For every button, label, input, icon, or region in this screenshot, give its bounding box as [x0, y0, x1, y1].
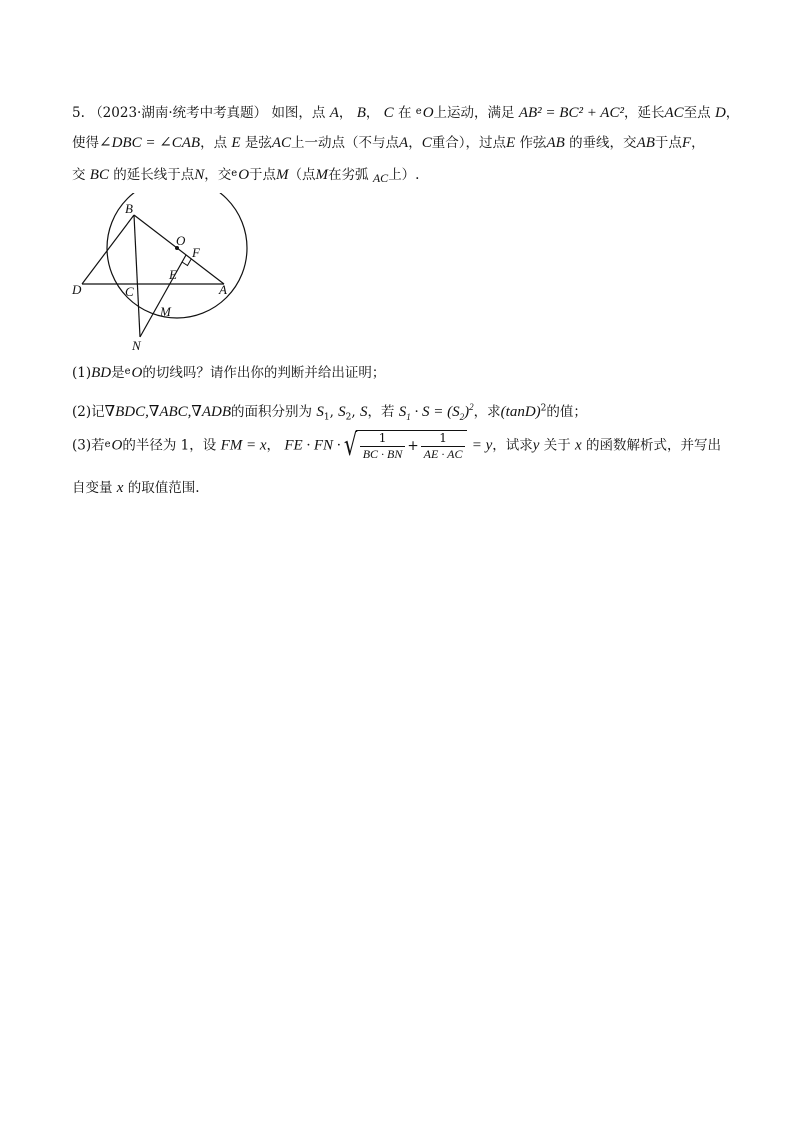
arc-ac: AC [372, 171, 389, 185]
condition-s1s: $S_1 \cdot S = (S_2)^2$ [398, 402, 474, 422]
line-fn [140, 255, 186, 337]
label-d: D [72, 282, 82, 297]
fraction-2: $\frac{1}{AE \cdot AC}$ [421, 431, 466, 462]
equation-pythag: AB² = BC² + AC² [518, 105, 624, 121]
question-2: (2)记∇BDC,∇ABC,∇ADB的面积分别为 $S_1$, $S_2$, S，若 $S_1 \cdot S = (S_2)^2$，求$(\tan D)^2$的值； [72, 402, 587, 423]
label-e: E [169, 267, 177, 282]
problem-line-2: 使得∠DBC = ∠CAB，点 E 是弦AC上一动点（不与点A，C重合），过点E 作弦AB 的垂线，交AB于点F， [72, 135, 705, 151]
label-b: B [125, 201, 133, 216]
geometry-figure [68, 193, 258, 353]
sqrt-sign: √ [343, 428, 357, 463]
problem-line-3: 交 BC 的延长线于点N，交$^e$O于点M（点M在劣弧 AC上）. [72, 167, 420, 185]
label-c: C [125, 284, 134, 299]
label-f: F [192, 245, 200, 260]
label-n: N [132, 338, 141, 353]
problem-line-1: 5. （2023·湖南·统考中考真题） 如图，点 A， B， C 在 $^e$O上运动，满足 AB² = BC² + AC²，延长AC至点 D， [72, 105, 740, 121]
question-1: (1)BD是$^e$O的切线吗？请作出你的判断并给出证明； [72, 365, 386, 381]
line-bn [134, 215, 140, 337]
line-ba [134, 215, 224, 284]
question-3: (3)若$^e$O的半径为 1，设 FM = x， FE · FN ·√ $\frac{1}{BC \cdot BN}$ + $\frac{1}{AE \cdot AC}$ = y，试求y 关于 x 的函数解析式，并写出 [72, 428, 722, 463]
problem-source: （2023·湖南·统考中考真题） [89, 105, 268, 121]
line-bd [82, 215, 134, 284]
question-3-line-2: 自变量 x 的取值范围. [72, 480, 200, 496]
problem-number: 5 [72, 105, 81, 121]
label-m: M [160, 304, 171, 319]
label-a: A [219, 282, 227, 297]
angle-equation: ∠DBC = ∠CAB [99, 135, 201, 151]
fraction-1: $\frac{1}{BC \cdot BN}$ [360, 431, 406, 462]
label-o: O [176, 233, 186, 248]
sqrt-expression: $\frac{1}{BC \cdot BN}$ + $\frac{1}{AE \cdot AC}$ [356, 430, 468, 462]
